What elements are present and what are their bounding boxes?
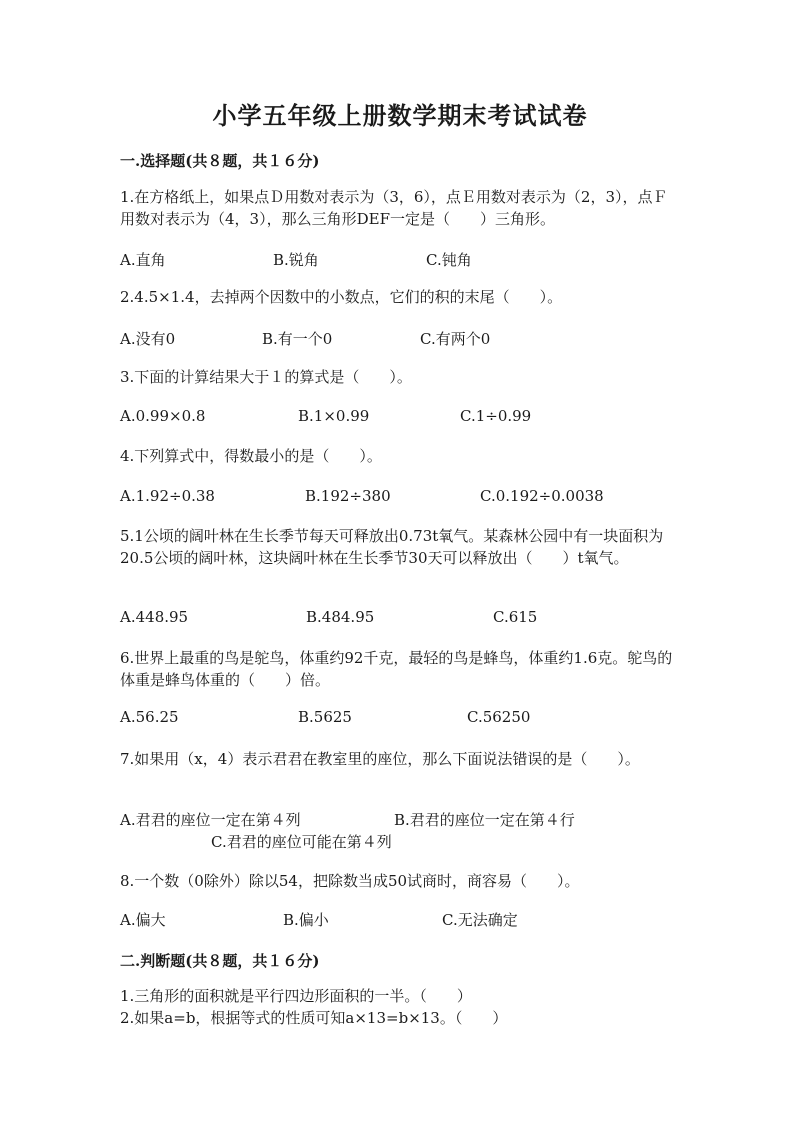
question-6-option-b: B.5625 [298, 708, 352, 726]
question-2-option-b: B.有一个0 [262, 330, 333, 348]
question-6-option-a: A.56.25 [120, 708, 179, 726]
question-3-option-a: A.0.99×0.8 [120, 407, 206, 425]
question-7-option-b: B.君君的座位一定在第４行 [394, 811, 575, 829]
section-heading-choice: 一.选择题(共８题，共１６分) [120, 152, 320, 170]
question-2-option-c: C.有两个0 [420, 330, 491, 348]
question-6: 6.世界上最重的鸟是鸵鸟，体重约92千克，最轻的鸟是蜂鸟，体重约1.6克。鸵鸟的体重是蜂鸟体重的（ ）倍。 [120, 649, 673, 689]
question-2: 2.4.5×1.4，去掉两个因数中的小数点，它们的积的末尾（ ）。 [120, 288, 563, 306]
question-8-option-a: A.偏大 [120, 911, 166, 929]
question-3-option-b: B.1×0.99 [298, 407, 370, 425]
question-7-option-a: A.君君的座位一定在第４列 [120, 811, 301, 829]
question-1-option-c: C.钝角 [426, 251, 472, 269]
question-4-option-b: B.192÷380 [305, 487, 391, 505]
question-4-option-a: A.1.92÷0.38 [120, 487, 215, 505]
question-3: 3.下面的计算结果大于１的算式是（ ）。 [120, 368, 412, 386]
question-4: 4.下列算式中，得数最小的是（ ）。 [120, 447, 382, 465]
question-7: 7.如果用（x，4）表示君君在教室里的座位，那么下面说法错误的是（ ）。 [120, 750, 640, 768]
judgement-1: 1.三角形的面积就是平行四边形面积的一半。（ ） [120, 987, 472, 1005]
question-7-option-c: C.君君的座位可能在第４列 [211, 833, 392, 851]
question-1: 1.在方格纸上，如果点Ｄ用数对表示为（3，6），点Ｅ用数对表示为（2，3），点Ｆ用数对表示为（4，3），那么三角形DEF一定是（ ）三角形。 [120, 188, 668, 228]
question-1-option-a: A.直角 [120, 251, 166, 269]
page-title: 小学五年级上册数学期末考试试卷 [212, 101, 588, 130]
question-5-option-c: C.615 [493, 608, 538, 626]
section-heading-judgement: 二.判断题(共８题，共１６分) [120, 952, 320, 970]
question-8-option-b: B.偏小 [283, 911, 329, 929]
question-6-option-c: C.56250 [467, 708, 531, 726]
question-3-option-c: C.1÷0.99 [460, 407, 532, 425]
question-8-option-c: C.无法确定 [442, 911, 518, 929]
question-4-option-c: C.0.192÷0.0038 [480, 487, 604, 505]
question-5-option-a: A.448.95 [120, 608, 189, 626]
question-8: 8.一个数（0除外）除以54，把除数当成50试商时，商容易（ ）。 [120, 872, 580, 890]
judgement-2: 2.如果a=b，根据等式的性质可知a×13=b×13。（ ） [120, 1009, 508, 1027]
question-5: 5.1公顷的阔叶林在生长季节每天可释放出0.73t氧气。某森林公园中有一块面积为20.5公顷的阔叶林，这块阔叶林在生长季节30天可以释放出（ ）t氧气。 [120, 527, 664, 567]
question-1-option-b: B.锐角 [273, 251, 319, 269]
question-2-option-a: A.没有0 [120, 330, 176, 348]
question-5-option-b: B.484.95 [306, 608, 375, 626]
